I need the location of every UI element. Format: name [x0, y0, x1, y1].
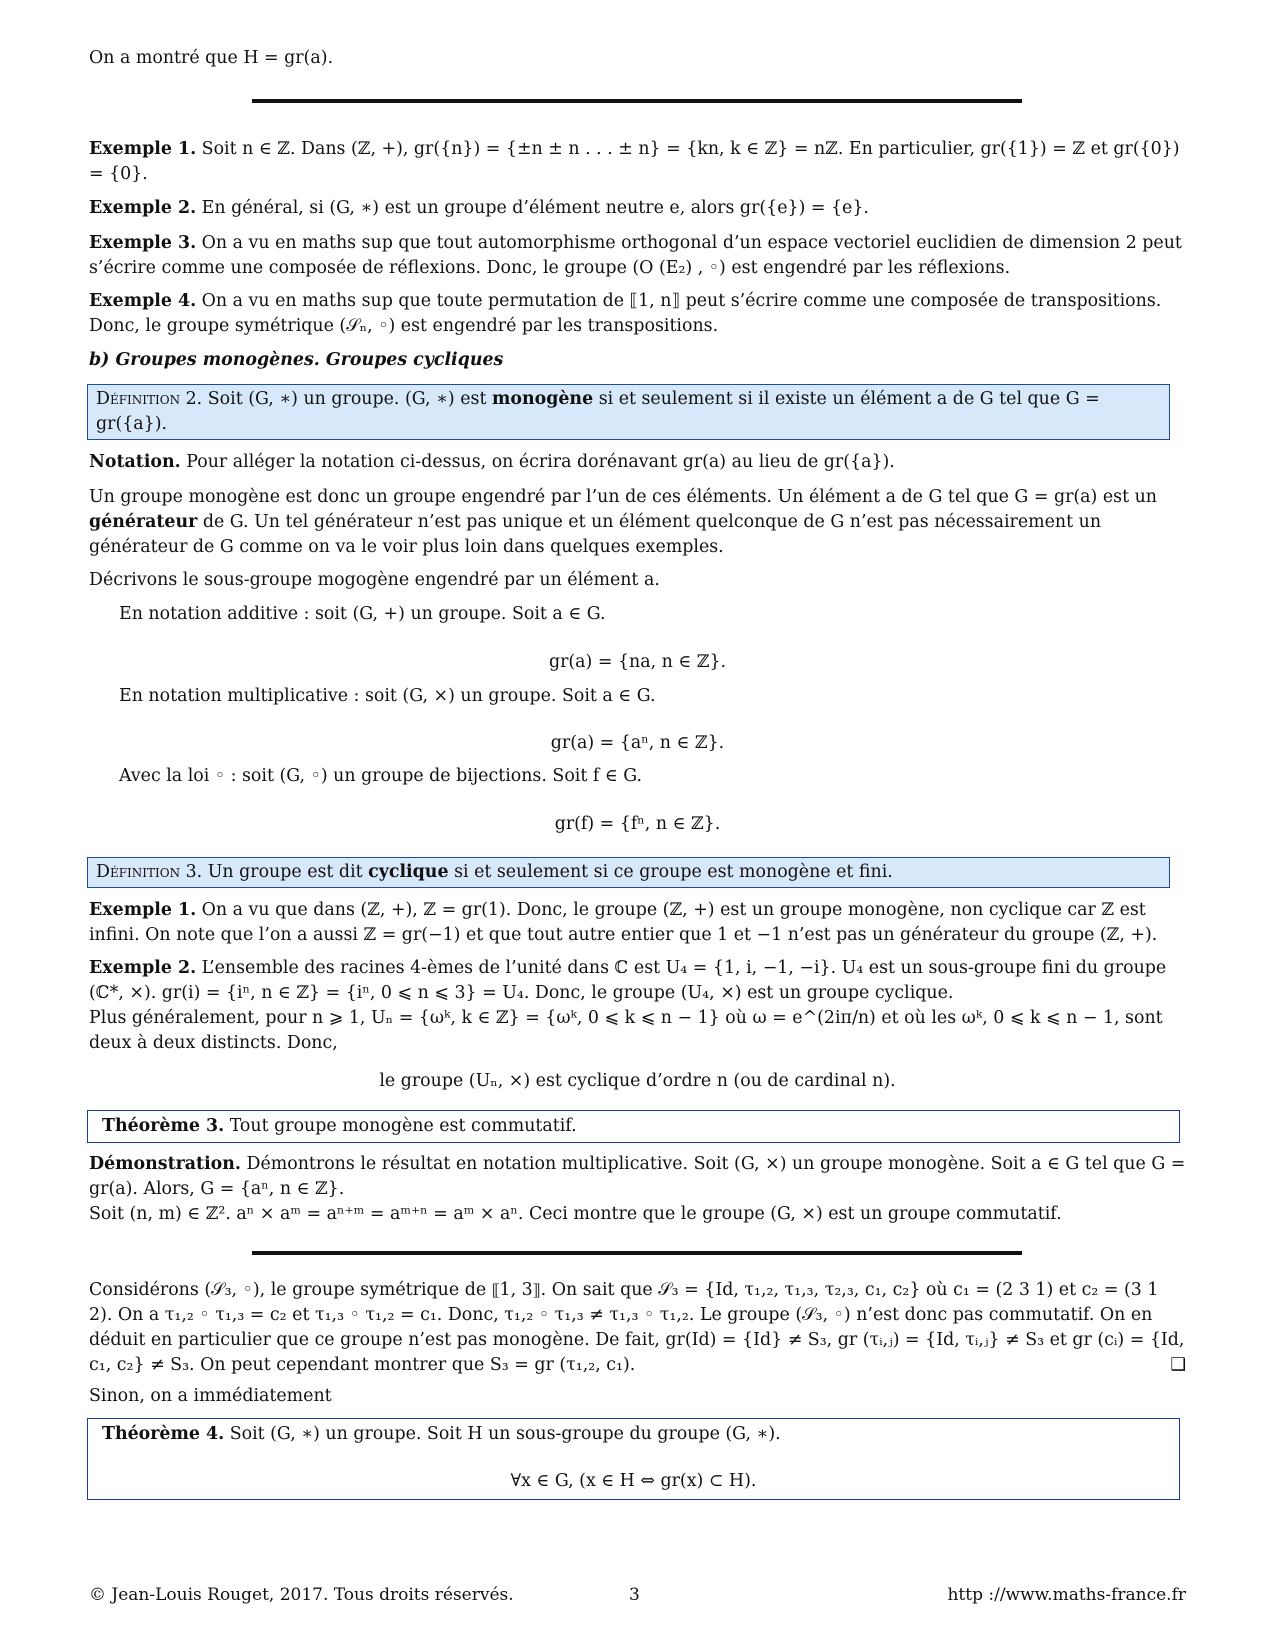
paragraph-describe: Décrivons le sous-groupe mogogène engendré par un élément a.	[89, 570, 660, 590]
definition-3-box: Définition 3. Un groupe est dit cyclique si et seulement si ce groupe est monogène et fini.	[87, 857, 1170, 888]
example-4	[89, 289, 1186, 339]
example-2-text: En général, si (G, ∗) est un groupe d’élément neutre e, alors gr({e}) = {e}.	[201, 198, 869, 218]
cyclic-formula: le groupe (Uₙ, ×) est cyclique d’ordre n (ou de cardinal n).	[379, 1071, 896, 1091]
multiplicative-notation: En notation multiplicative : soit (G, ×) un groupe. Soit a ∈ G.	[119, 686, 656, 706]
example-4-text: On a vu en maths sup que toute permutation de ⟦1, n⟧ peut s’écrire comme une composée de transpositions. Donc, le groupe symétrique (𝒮ₙ, ◦) est engendré par les transpositions.	[89, 291, 1162, 336]
theorem-3-box: Théorème 3. Tout groupe monogène est commutatif.	[87, 1110, 1180, 1143]
theorem-4-box: Théorème 4. Soit (G, ∗) un groupe. Soit H un sous-groupe du groupe (G, ∗). ∀x ∈ G, (x ∈ H ⇔ gr(x) ⊂ H).	[87, 1418, 1180, 1500]
notation: Notation. Pour alléger la notation ci-dessus, on écrira dorénavant gr(a) au lieu de gr({a}).	[89, 452, 895, 472]
example-4-label: Exemple 4.	[89, 291, 197, 311]
example-3-label: Exemple 3.	[89, 233, 197, 253]
example-2	[89, 196, 1186, 221]
bottom-rule	[252, 1251, 1022, 1255]
additive-notation: En notation additive : soit (G, +) un groupe. Soit a ∈ G.	[119, 604, 606, 624]
additive-formula: gr(a) = {na, n ∈ ℤ}.	[548, 652, 727, 672]
paragraph-s3: Considérons (𝒮₃, ◦), le groupe symétrique de ⟦1, 3⟧. On sait que 𝒮₃ = {Id, τ₁,₂, τ₁,₃, τ₂,₃, c₁, c₂} où c₁ = (2 3 1) et c₂ = (3 1 2). On a τ₁,₂ ◦ τ₁,₃ = c₂ et τ₁,₃ ◦ τ₁,₂ = c₁. Donc, τ₁,₂ ◦ τ₁,₃ ≠ τ₁,₃ ◦ τ₁,₂. Le groupe (𝒮₃, ◦) n’est donc pas commutatif. On en déduit en particulier que ce groupe n’est pas monogène. De fait, gr(Id) = {Id} ≠ S₃, gr (τᵢ,ⱼ) = {Id, τᵢ,ⱼ} ≠ S₃ et gr (cᵢ) = {Id, c₁, c₂} ≠ S₃. On peut cependant montrer que S₃ = gr (τ₁,₂, c₁). ❑	[89, 1278, 1186, 1378]
top-rule	[252, 99, 1022, 103]
multiplicative-formula: gr(a) = {aⁿ, n ∈ ℤ}.	[550, 733, 725, 753]
section-heading: b) Groupes monogènes. Groupes cycliques	[89, 350, 504, 370]
footer-url[interactable]: http ://www.maths-france.fr	[947, 1585, 1186, 1605]
definition-2-label: Définition 2.	[96, 389, 203, 409]
example-3	[89, 231, 1186, 281]
theorem-3-label: Théorème 3.	[102, 1116, 225, 1136]
composition-notation: Avec la loi ◦ : soit (G, ◦) un groupe de bijections. Soit f ∈ G.	[119, 766, 643, 786]
intro-line: On a montré que H = gr(a).	[89, 48, 334, 68]
example-2-label: Exemple 2.	[89, 198, 197, 218]
theorem-4-label: Théorème 4.	[102, 1424, 225, 1444]
paragraph-otherwise: Sinon, on a immédiatement	[89, 1386, 332, 1406]
paragraph-generator: Un groupe monogène est donc un groupe engendré par l’un de ces éléments. Un élément a de G tel que G = gr(a) est un générateur de G. Un tel générateur n’est pas unique et un élément quelconque de G n’est pas nécessairement un générateur de G comme on va le voir plus loin dans quelques exemples.	[89, 487, 1157, 557]
example-1-text: Soit n ∈ ℤ. Dans (ℤ, +), gr({n}) = {±n ± n . . . ± n} = {kn, k ∈ ℤ} = nℤ. En particulier, gr({1}) = ℤ et gr({0}) = {0}.	[89, 139, 1180, 184]
example-3-text: On a vu en maths sup que tout automorphisme orthogonal d’un espace vectoriel euclidien de dimension 2 peut s’écrire comme une composée de réflexions. Donc, le groupe (O (E₂) , ◦) est engendré par les réflexions.	[89, 233, 1182, 278]
example-1-cyclic: Exemple 1. On a vu que dans (ℤ, +), ℤ = gr(1). Donc, le groupe (ℤ, +) est un groupe monogène, non cyclique car ℤ est infini. On note que l’on a aussi ℤ = gr(−1) et que tout autre entier que 1 et −1 n’est pas un générateur du groupe (ℤ, +).	[89, 900, 1158, 945]
definition-2-box: Définition 2. Soit (G, ∗) un groupe. (G, ∗) est monogène si et seulement si il existe un élément a de G tel que G = gr({a}).	[87, 384, 1170, 440]
page-number: 3	[629, 1585, 640, 1605]
proof: Démonstration. Démontrons le résultat en notation multiplicative. Soit (G, ×) un groupe monogène. Soit a ∈ G tel que G = gr(a). Alors, G = {aⁿ, n ∈ ℤ}. Soit (n, m) ∈ ℤ². aⁿ × aᵐ = aⁿ⁺ᵐ = aᵐ⁺ⁿ = aᵐ × aⁿ. Ceci montre que le groupe (G, ×) est un groupe commutatif.	[89, 1154, 1186, 1224]
composition-formula: gr(f) = {fⁿ, n ∈ ℤ}.	[554, 814, 721, 834]
example-2-cyclic: Exemple 2. L’ensemble des racines 4-èmes de l’unité dans ℂ est U₄ = {1, i, −1, −i}. U₄ est un sous-groupe fini du groupe (ℂ*, ×). gr(i) = {iⁿ, n ∈ ℤ} = {iⁿ, 0 ⩽ n ⩽ 3} = U₄. Donc, le groupe (U₄, ×) est un groupe cyclique. Plus généralement, pour n ⩾ 1, Uₙ = {ωᵏ, k ∈ ℤ} = {ωᵏ, 0 ⩽ k ⩽ n − 1} où ω = e^(2iπ/n) et où les ωᵏ, 0 ⩽ k ⩽ n − 1, sont deux à deux distincts. Donc,	[89, 958, 1167, 1053]
example-1-label: Exemple 1.	[89, 139, 197, 159]
example-1	[89, 137, 1186, 187]
definition-3-label: Définition 3.	[96, 862, 203, 882]
qed-symbol: ❑	[1170, 1355, 1186, 1375]
footer-copyright: © Jean-Louis Rouget, 2017. Tous droits réservés.	[89, 1585, 514, 1605]
